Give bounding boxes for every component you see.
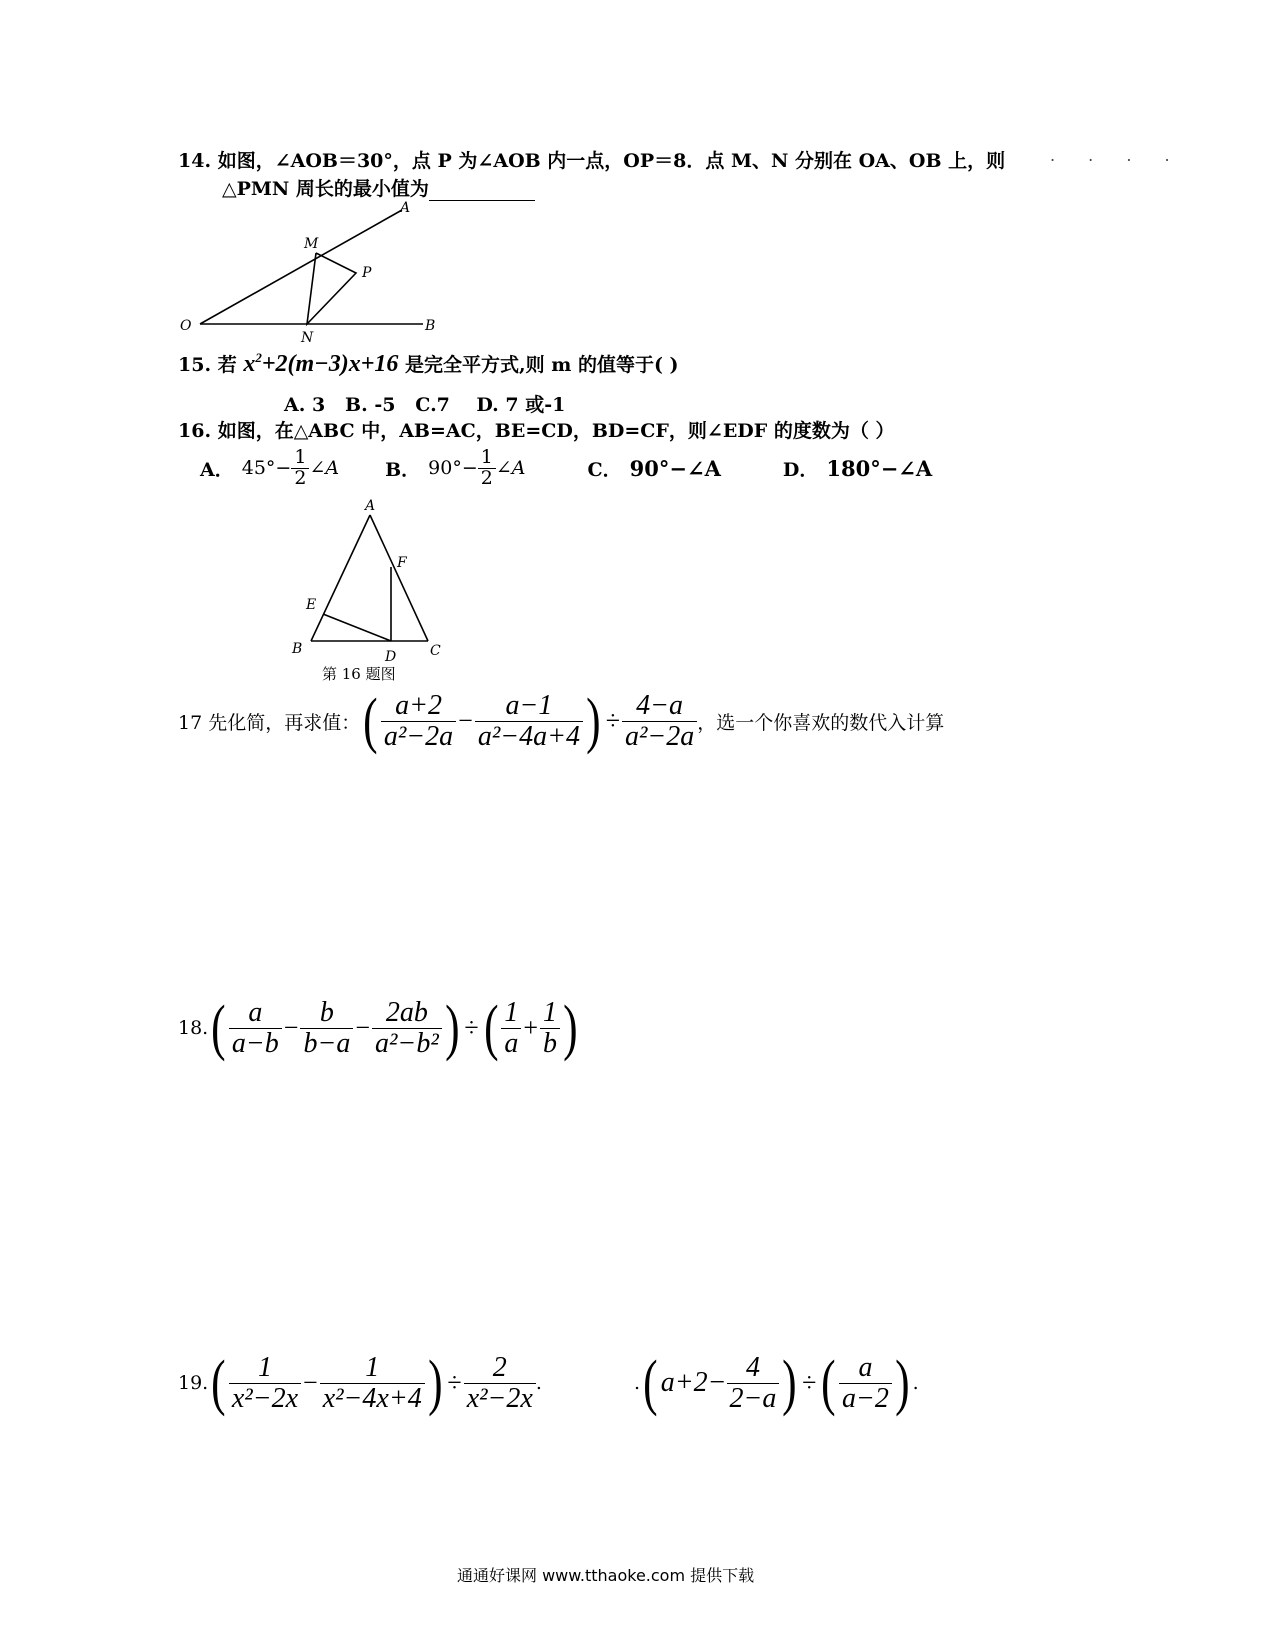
q18-f3-num: 2ab: [372, 998, 442, 1028]
q17-f3-den: a²−2a: [624, 720, 695, 752]
q16-label-d: D: [385, 649, 397, 665]
q17-f2-den: a²−4a+4: [477, 720, 581, 752]
q16-option-b-post: ∠A: [495, 457, 526, 480]
q16-option-b-frac: [478, 448, 496, 489]
q19-p2-f2-num: a: [839, 1353, 892, 1383]
divide-sign: ÷: [464, 1013, 479, 1042]
q15-options: A. 3 B. -5 C.7 D. 7 或-1: [284, 394, 566, 416]
q18-f2-den: b−a: [303, 1027, 351, 1059]
q18-f1-num: a: [229, 998, 282, 1028]
minus-sign: −: [458, 706, 473, 735]
q16-option-a-num: 1: [291, 448, 309, 469]
q17-fraction-1: [381, 691, 456, 751]
q17-f3-num: 4−a: [622, 691, 697, 721]
q19-fraction-1: [229, 1353, 301, 1413]
q15-number: 15.: [178, 354, 212, 376]
q15-suffix: 是完全平方式,则 m 的值等于( ): [405, 354, 679, 376]
divide-sign: ÷: [447, 1368, 462, 1397]
minus-sign: −: [303, 1368, 318, 1397]
q18-fraction-2: [300, 998, 353, 1058]
q18-f3-den: a²−b²: [375, 1027, 439, 1059]
q16-option-a-pre: 45°−: [241, 457, 292, 480]
q19-p2-fraction-1: [727, 1353, 780, 1413]
q19-f2-num: 1: [320, 1353, 425, 1383]
left-paren: (: [821, 1349, 836, 1417]
q16-label-b: B: [292, 641, 303, 657]
q17-f1-num: a+2: [381, 691, 456, 721]
right-paren: ): [427, 1349, 443, 1417]
left-paren: (: [211, 994, 226, 1062]
q16-line: [178, 416, 895, 443]
q14-label-m: M: [304, 236, 319, 252]
q16-option-a-label: A．: [200, 458, 234, 481]
minus-sign: −: [283, 1013, 299, 1042]
q19-p2-fraction-2: [839, 1353, 892, 1413]
q14-dots: . . . .: [1050, 146, 1184, 165]
divide-sign: ÷: [605, 706, 620, 735]
q16-text: 如图，在△ABC 中，AB=AC，BE=CD，BD=CF，则∠EDF 的度数为（ ）: [217, 420, 895, 442]
q14-label-p: P: [362, 265, 372, 281]
minus-sign: −: [355, 1013, 371, 1042]
q15-line: [178, 350, 679, 378]
q14-number: 14.: [178, 150, 212, 172]
q18-f4-den: a: [504, 1027, 519, 1059]
q16-option-d-label: D．: [782, 458, 819, 481]
q15-expr-sup: 2: [255, 350, 262, 365]
q19-part2: [634, 1349, 919, 1417]
right-paren: ): [895, 1349, 910, 1417]
q18-fraction-5: [540, 998, 560, 1058]
right-paren: ): [586, 687, 601, 755]
q19-line: [178, 1349, 542, 1417]
left-paren: (: [363, 687, 378, 755]
q16-figure: [285, 495, 460, 690]
q16-option-a-frac: [291, 448, 309, 489]
q16-figure-caption: 第 16 题图: [322, 665, 396, 683]
q16-option-b-num: 1: [478, 448, 496, 469]
q17-prefix: 17 先化简，再求值：: [178, 711, 361, 734]
q19-p2-f1-den: 2−a: [729, 1382, 777, 1414]
q19-p2-f1-num: 4: [727, 1353, 780, 1383]
q18-f4-num: 1: [501, 998, 521, 1028]
left-paren: (: [483, 994, 499, 1062]
q15-expr-rest: +2(m−3)x+16: [261, 351, 399, 377]
q14-label-o: O: [180, 318, 192, 334]
q14-figure: [175, 196, 450, 346]
q14-label-b: B: [425, 318, 436, 334]
q18-f5-den: b: [542, 1027, 557, 1059]
q14-label-n: N: [301, 330, 314, 346]
footer-text: 通通好课网 www.tthaoke.com 提供下载: [457, 1566, 755, 1585]
right-paren: ): [782, 1349, 797, 1417]
q16-label-c: C: [430, 643, 441, 659]
q17-suffix: ，选一个你喜欢的数代入计算: [697, 711, 945, 734]
q14-line1: [178, 146, 1005, 173]
q19-f3-num: 2: [464, 1353, 536, 1383]
q19-part2-end: .: [912, 1372, 919, 1394]
q18-f2-num: b: [300, 998, 353, 1028]
q17-f2-num: a−1: [475, 691, 583, 721]
right-paren: ): [563, 994, 578, 1062]
q15-expression: [243, 351, 398, 377]
q15-prefix: 若: [217, 354, 237, 376]
q17-line: [178, 687, 945, 755]
q18-f1-den: a−b: [231, 1027, 279, 1059]
q17-fraction-3: [622, 691, 697, 751]
plus-sign: +: [523, 1013, 538, 1042]
q19-f2-den: x²−4x+4: [322, 1382, 422, 1414]
q16-option-c-expr: 90°−∠A: [629, 455, 721, 481]
q16-label-e: E: [306, 597, 317, 613]
q18-fraction-1: [229, 998, 282, 1058]
q19-fraction-2: [320, 1353, 425, 1413]
q16-options: [200, 448, 932, 489]
divide-sign: ÷: [802, 1368, 817, 1397]
q17-fraction-2: [475, 691, 583, 751]
q16-label-a: A: [365, 498, 376, 514]
q16-option-c-label: C．: [587, 458, 622, 481]
q16-option-b-label: B．: [385, 458, 421, 481]
q16-label-f: F: [397, 555, 407, 571]
q19-fraction-3: [464, 1353, 536, 1413]
q16-number: 16.: [178, 420, 212, 442]
q19-p2-term: a+2−: [660, 1367, 727, 1398]
left-paren: (: [643, 1349, 658, 1417]
q19-f1-num: 1: [229, 1353, 301, 1383]
q18-number: 18.: [178, 1017, 209, 1039]
q18-line: [178, 994, 581, 1062]
q18-f5-num: 1: [540, 998, 560, 1028]
q19-end: .: [535, 1372, 542, 1394]
q19-part2-prefix: .: [634, 1372, 641, 1394]
q15-expr-x: x: [243, 351, 256, 377]
q14-text-line2: △PMN 周长的最小值为: [222, 178, 429, 200]
q16-option-b-pre: 90°−: [428, 457, 478, 480]
q19-f1-den: x²−2x: [231, 1382, 299, 1414]
q19-f3-den: x²−2x: [466, 1382, 533, 1414]
q16-option-a-post: ∠A: [309, 457, 340, 480]
q14-label-a: A: [400, 200, 411, 216]
left-paren: (: [211, 1349, 226, 1417]
q17-f1-den: a²−2a: [383, 720, 454, 752]
q18-fraction-4: [501, 998, 521, 1058]
q19-p2-f2-den: a−2: [842, 1382, 889, 1414]
q16-option-d-expr: 180°−∠A: [826, 455, 933, 481]
q16-option-a-den: 2: [294, 466, 307, 489]
q19-number: 19.: [178, 1372, 209, 1394]
right-paren: ): [444, 994, 460, 1062]
q16-option-b-den: 2: [480, 466, 493, 489]
q14-text-line1: 如图，∠AOB＝30°，点 P 为∠AOB 内一点，OP＝8．点 M、N 分别在 OA、OB 上，则: [217, 150, 1006, 172]
q18-fraction-3: [372, 998, 442, 1058]
